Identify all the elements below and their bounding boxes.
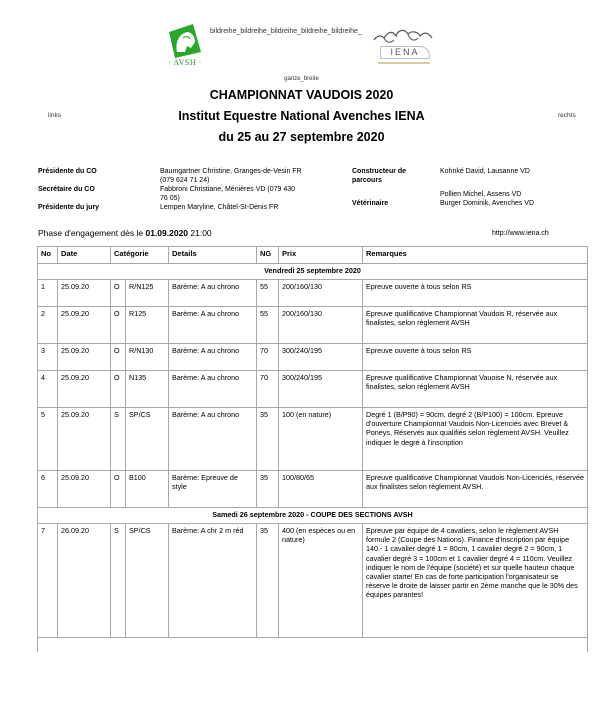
cell-details: Barème: A chr 2 m réd <box>169 524 257 638</box>
cell-prix: 300/240/195 <box>279 371 363 408</box>
table-row-continuation <box>38 638 588 653</box>
official-name-president-jury: Lempen Maryline, Châtel-St-Denis FR <box>160 204 279 211</box>
official-role-veterinarian: Vétérinaire <box>352 200 389 207</box>
cell-no: 6 <box>38 471 58 508</box>
cell-type: O <box>111 344 126 371</box>
horse-head-icon <box>163 24 207 58</box>
cell-prix: 300/240/195 <box>279 344 363 371</box>
cell-type: S <box>111 524 126 638</box>
bildreihe-placeholder: bildreihe_bildreihe_bildreihe_bildreihe_bildreihe_ <box>210 28 362 35</box>
cell-categorie: B100 <box>126 471 169 508</box>
header-ng: NG <box>257 247 279 264</box>
cell-prix: 400 (en espèces ou en nature) <box>279 524 363 638</box>
rechts-placeholder: rechts <box>558 112 576 119</box>
official-role-president-co: Présidente du CO <box>38 168 97 175</box>
cell-prix: 100/80/65 <box>279 471 363 508</box>
official-name-course-designer-2: Pollien Michel, Assens VD <box>440 191 522 198</box>
ganze-breite-placeholder: ganze_breite <box>284 76 319 82</box>
header-details: Details <box>169 247 257 264</box>
official-role-course-designer: Constructeur de parcours <box>352 168 407 184</box>
official-name-course-designer-1: Kohnké David, Lausanne VD <box>440 168 530 175</box>
table-row <box>38 408 588 471</box>
website-link[interactable]: http://www.iena.ch <box>492 230 549 237</box>
avsh-label: · AVSH · <box>168 58 202 67</box>
official-role-secretary-co: Secrétaire du CO <box>38 186 95 193</box>
official-name-secretary-co: Fabbroni Christiane, Ménières VD (079 430 76 05) <box>160 186 296 202</box>
cell-remarques: Epreuve ouverte à tous selon RS <box>363 280 588 307</box>
cell-categorie: R125 <box>126 307 169 344</box>
cell-remarques: Epreuve qualificative Championnat Vaudois R, réservée aux finalistes, selon règlement AVSH <box>363 307 588 344</box>
cell-type: O <box>111 371 126 408</box>
cell-date: 25.09.20 <box>58 280 111 307</box>
cell-categorie: SP/CS <box>126 524 169 638</box>
cell-type: O <box>111 280 126 307</box>
cell-details: Barème: A au chrono <box>169 307 257 344</box>
cell-date: 25.09.20 <box>58 408 111 471</box>
day-heading: Vendredi 25 septembre 2020 <box>38 264 588 280</box>
table-row <box>38 524 588 638</box>
cell-ng: 35 <box>257 524 279 638</box>
cell-prix: 200/160/130 <box>279 280 363 307</box>
cell-remarques: Epreuve ouverte à tous selon RS <box>363 344 588 371</box>
header-date: Date <box>58 247 111 264</box>
cell-date: 25.09.20 <box>58 344 111 371</box>
horses-silhouette-icon <box>370 26 436 46</box>
cell-no: 5 <box>38 408 58 471</box>
cell-no: 7 <box>38 524 58 638</box>
cell-no: 2 <box>38 307 58 344</box>
cell-ng: 35 <box>257 408 279 471</box>
cell-details: Barème: A au chrono <box>169 280 257 307</box>
continuation-cell <box>38 638 588 653</box>
cell-date: 25.09.20 <box>58 307 111 344</box>
iena-tagline <box>378 62 430 64</box>
cell-type: O <box>111 307 126 344</box>
date-range-title: du 25 au 27 septembre 2020 <box>218 130 385 144</box>
iena-label: IENA <box>380 46 430 59</box>
cell-details: Barème: A au chrono <box>169 344 257 371</box>
cell-categorie: R/N130 <box>126 344 169 371</box>
cell-prix: 100 (en nature) <box>279 408 363 471</box>
table-row <box>38 344 588 371</box>
official-role-president-jury: Présidente du jury <box>38 204 100 211</box>
iena-logo <box>370 26 436 70</box>
cell-date: 25.09.20 <box>58 371 111 408</box>
venue-title: Institut Equestre National Avenches IENA <box>178 109 425 123</box>
official-name-president-co: Baumgartner Christine, Granges-de-Vesin FR (079 624 71 24) <box>160 168 302 184</box>
cell-prix: 200/160/130 <box>279 307 363 344</box>
header-categorie: Catégorie <box>111 247 169 264</box>
cell-remarques: Epreuve par équipe de 4 cavaliers, selon le règlement AVSH formule 2 (Coupe des Nations). Finance d'inscription par équipe 140.- 1 cavalier degré 1 = 80cm, 1 cavalier degré 2 = 90cm, 1 cavalier degré 3 = 100cm et 1 cavalier degré 4 = 110cm. Veuillez indiquer le nom de l'équipe (société) et sur quelle hauteur chaque cavalier starte! En cas de forte participation l'organisateur se réserve le droite de laisser partir en 2ème manche que le 30% des équipes parantes! <box>363 524 588 638</box>
cell-categorie: R/N125 <box>126 280 169 307</box>
cell-remarques: Epreuve qualificative Championnat Vauoise N, réservée aux finalistes, selon réglement AVSH <box>363 371 588 408</box>
header-no: No <box>38 247 58 264</box>
cell-type: O <box>111 471 126 508</box>
cell-details: Barème: A au chrono <box>169 371 257 408</box>
avsh-logo <box>163 24 207 68</box>
cell-no: 4 <box>38 371 58 408</box>
cell-ng: 55 <box>257 307 279 344</box>
cell-ng: 35 <box>257 471 279 508</box>
day-row <box>38 508 588 524</box>
day-row <box>38 264 588 280</box>
official-name-veterinarian: Burger Dominik, Avenches VD <box>440 200 535 207</box>
cell-details: Barème: A au chrono <box>169 408 257 471</box>
cell-remarques: Epreuve qualificative Championnat Vaudois Non-Licenciés, réservée aux finalistes selon règlement AVSH. <box>363 471 588 508</box>
table-row <box>38 307 588 344</box>
cell-ng: 55 <box>257 280 279 307</box>
table-row <box>38 280 588 307</box>
cell-ng: 70 <box>257 371 279 408</box>
entry-phase: Phase d'engagement dès le 01.09.2020 21:00 <box>38 228 212 238</box>
table-header-row <box>38 247 588 264</box>
cell-categorie: N135 <box>126 371 169 408</box>
day-heading: Samedi 26 septembre 2020 - COUPE DES SECTIONS AVSH <box>38 508 588 524</box>
cell-date: 25.09.20 <box>58 471 111 508</box>
page-title: CHAMPIONNAT VAUDOIS 2020 <box>209 88 394 102</box>
header-prix: Prix <box>279 247 363 264</box>
cell-date: 26.09.20 <box>58 524 111 638</box>
header-remarques: Remarques <box>363 247 588 264</box>
cell-no: 1 <box>38 280 58 307</box>
table-row <box>38 371 588 408</box>
cell-details: Barème: Epreuve de style <box>169 471 257 508</box>
cell-remarques: Degré 1 (B/P90) = 90cm, degré 2 (B/P100) = 100cm. Epreuve d'ouverture Championnat Vaudois Non-Licenciés avec Brevet & Poneys, Réservés aux qualifiés selon règlement AVSH. Veuillez indiquer le degré à l'inscription <box>363 408 588 471</box>
links-placeholder: links <box>48 112 62 119</box>
cell-ng: 70 <box>257 344 279 371</box>
cell-no: 3 <box>38 344 58 371</box>
cell-categorie: SP/CS <box>126 408 169 471</box>
table-row <box>38 471 588 508</box>
program-table <box>37 246 588 652</box>
cell-type: S <box>111 408 126 471</box>
